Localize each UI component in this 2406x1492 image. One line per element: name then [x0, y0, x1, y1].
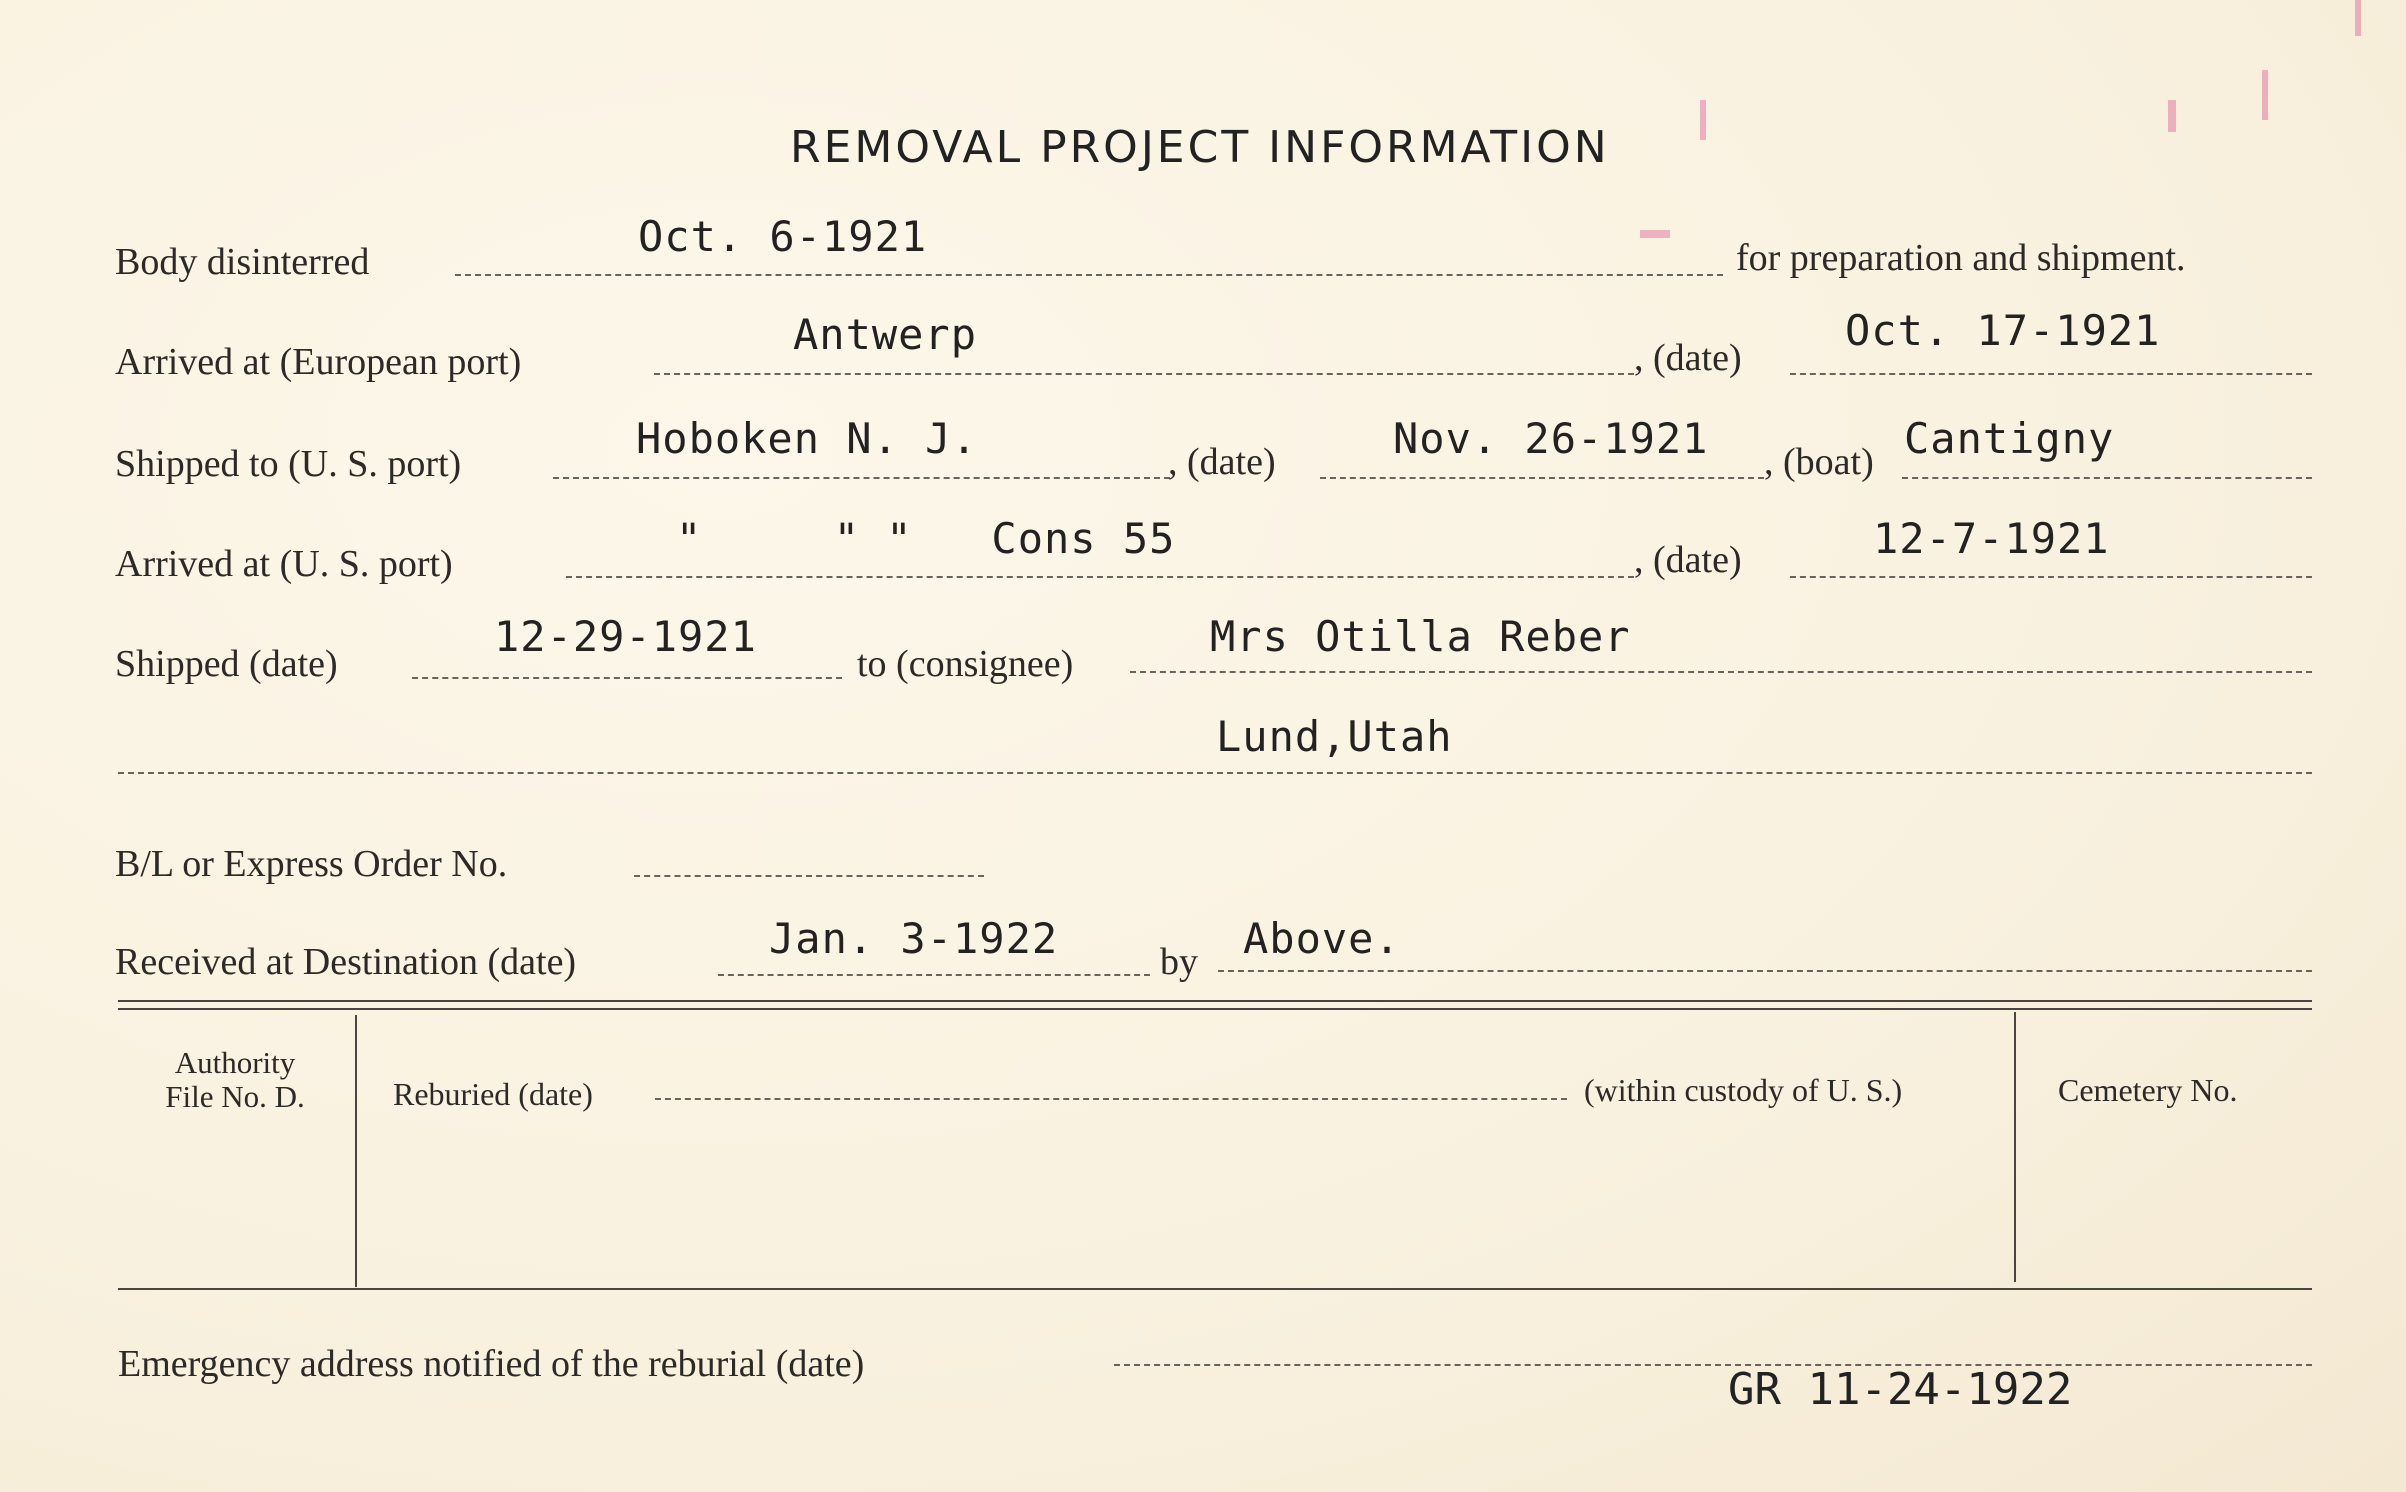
- dotted-line: [1320, 477, 1764, 479]
- dotted-line: [455, 274, 1723, 276]
- table-top-rule: [118, 1008, 2312, 1010]
- ink-stain: [2262, 70, 2268, 120]
- table-bottom-rule: [118, 1288, 2312, 1290]
- emergency-label: Emergency address notified of the reburial (date): [118, 1343, 865, 1385]
- european-port-value: Antwerp: [793, 310, 978, 359]
- dotted-line: [655, 1098, 1567, 1100]
- us-port-value: Hoboken N. J.: [636, 414, 978, 463]
- dotted-line: [118, 772, 2312, 774]
- ink-stain: [1700, 100, 1706, 140]
- consignee-address-value: Lund,Utah: [1216, 712, 1453, 761]
- shipped-us-label: Shipped to (U. S. port): [115, 443, 462, 485]
- table-top-rule: [118, 1000, 2312, 1002]
- dotted-line: [718, 974, 1150, 976]
- reburied-label: Reburied (date): [393, 1076, 593, 1112]
- us-arrival-port-value: " " " Cons 55: [676, 514, 1176, 563]
- custody-label: (within custody of U. S.): [1584, 1072, 1903, 1108]
- arrived-european-label: Arrived at (European port): [115, 341, 522, 383]
- body-disinterred-label: Body disinterred: [115, 241, 370, 283]
- dotted-line: [1218, 970, 2312, 972]
- ink-stain: [1640, 230, 1670, 238]
- ink-stain: [2355, 0, 2361, 36]
- received-by-label: by: [1160, 941, 1198, 983]
- emergency-date-stamp: GR 11-24-1922: [1728, 1364, 2073, 1415]
- dotted-line: [1902, 477, 2312, 479]
- arrived-us-label: Arrived at (U. S. port): [115, 543, 453, 585]
- card-title: REMOVAL PROJECT INFORMATION: [790, 122, 1610, 173]
- us-shipped-date-label: , (date): [1168, 441, 1276, 483]
- ink-stain: [2168, 100, 2176, 132]
- shipped-date-value: 12-29-1921: [494, 612, 757, 661]
- received-by-value: Above.: [1243, 914, 1401, 963]
- bl-order-label: B/L or Express Order No.: [115, 843, 508, 885]
- dotted-line: [634, 875, 984, 877]
- dotted-line: [654, 373, 1634, 375]
- received-label: Received at Destination (date): [115, 941, 577, 983]
- consignee-value: Mrs Otilla Reber: [1210, 612, 1631, 661]
- dotted-line: [1130, 671, 2312, 673]
- table-divider: [355, 1015, 357, 1287]
- body-disinterred-value: Oct. 6-1921: [638, 212, 928, 261]
- dotted-line: [566, 576, 1634, 578]
- us-shipped-date-value: Nov. 26-1921: [1393, 414, 1709, 463]
- dotted-line: [412, 677, 842, 679]
- table-divider: [2014, 1012, 2016, 1282]
- boat-value: Cantigny: [1904, 414, 2115, 463]
- us-arrival-date-label: , (date): [1634, 539, 1742, 581]
- us-arrival-date-value: 12-7-1921: [1873, 514, 2110, 563]
- dotted-line: [1790, 373, 2312, 375]
- consignee-label: to (consignee): [857, 643, 1074, 685]
- authority-file-label: Authority File No. D.: [165, 1045, 305, 1114]
- shipped-date-label: Shipped (date): [115, 643, 338, 685]
- cemetery-no-label: Cemetery No.: [2058, 1072, 2238, 1108]
- dotted-line: [1790, 576, 2312, 578]
- european-date-label: , (date): [1634, 337, 1742, 379]
- received-date-value: Jan. 3-1922: [769, 914, 1059, 963]
- boat-label: , (boat): [1764, 441, 1874, 483]
- dotted-line: [1114, 1364, 2312, 1366]
- dotted-line: [553, 477, 1170, 479]
- preparation-suffix: for preparation and shipment.: [1736, 237, 2186, 279]
- european-date-value: Oct. 17-1921: [1845, 306, 2161, 355]
